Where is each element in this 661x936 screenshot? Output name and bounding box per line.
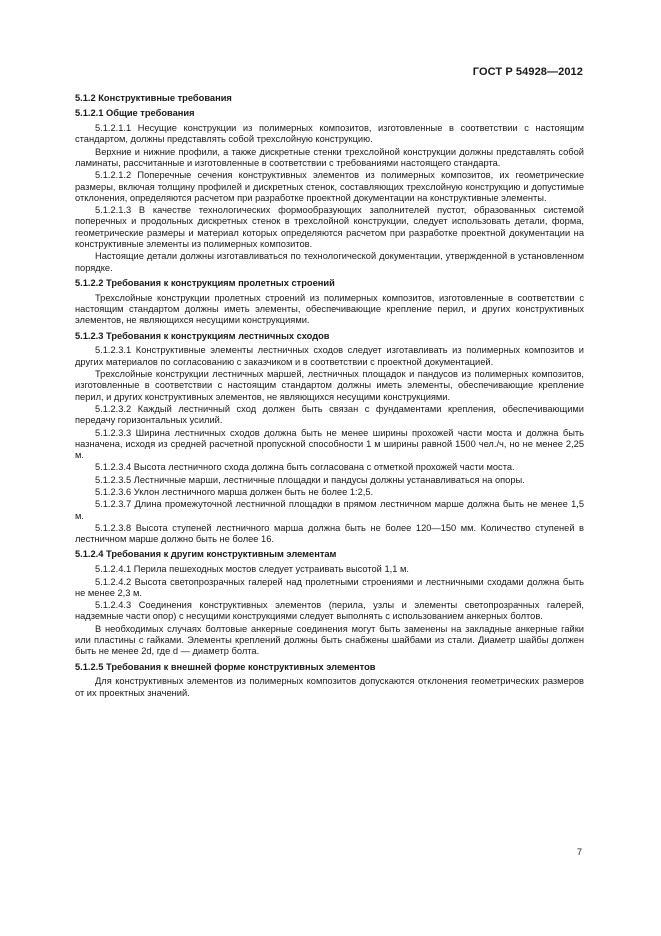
page-number: 7 xyxy=(577,847,583,857)
paragraph: 5.1.2.3.4 Высота лестничного схода должна быть согласована с отметкой прохожей части моста. xyxy=(95,462,515,473)
section-heading: 5.1.2.3 Требования к конструкциям лестничных сходов xyxy=(75,330,330,341)
paragraph: 5.1.2.3.1 Конструктивные элементы лестничных сходов следует изготавливать из полимерных композитов и других материалов по согласованию с заказчиком и в соответствии с проектной документацией. xyxy=(75,345,584,367)
paragraph: 5.1.2.3.5 Лестничные марши, лестничные площадки и пандусы должны устанавливаться на опоры. xyxy=(95,474,525,485)
section-heading: 5.1.2.4 Требования к другим конструктивным элементам xyxy=(75,549,337,560)
paragraph: 5.1.2.1.2 Поперечные сечения конструктивных элементов из полимерных композитов, их геометрические размеры, включая толщину профилей и дискретных стенок, составляющих трехслойную конструкцию и допустимые отклонения, определяются расчетом при разработке проектной документации на конструктивные элементы. xyxy=(75,170,584,203)
body-text xyxy=(75,93,584,700)
paragraph: 5.1.2.3.2 Каждый лестничный сход должен быть связан с фундаментами крепления, обеспечивающими передачу горизонтальных усилий. xyxy=(75,403,584,426)
paragraph: 5.1.2.1.3 В качестве технологических формообразующих заполнителей пустот, образованных системой поперечных и продольных дискретных стенок в трехслойной конструкции, следует использовать детали, форма, геометрические размеры и материал которых определяются расчетом при разработке проектной документации на конструктивные элементы из полимерных композитов. xyxy=(75,205,584,250)
paragraph: 5.1.2.3.3 Ширина лестничных сходов должна быть не менее ширины прохожей части моста и должна быть назначена, исходя из средней расчетной пропускной способности 1 м ширины равной 1500 чел./ч, но не менее 2,25 м. xyxy=(75,427,584,461)
section-heading: 5.1.2.5 Требования к внешней форме конструктивных элементов xyxy=(75,661,376,672)
paragraph: Настоящие детали должны изготавливаться по технологической документации, утвержденной в установленном порядке. xyxy=(75,251,584,273)
paragraph: Верхние и нижние профили, а также дискретные стенки трехслойной конструкции должны представлять собой ламинаты, рассчитанные и изготовленные в соответствии с требованиями настоящего стандарта. xyxy=(75,146,584,168)
paragraph: 5.1.2.4.1 Перила пешеходных мостов следует устраивать высотой 1,1 м. xyxy=(95,564,409,575)
section-heading: 5.1.2.2 Требования к конструкциям пролетных строений xyxy=(75,277,335,288)
paragraph: Трехслойные конструкции лестничных маршей, лестничных площадок и пандусов из полимерных композитов, изготовленные в соответствии с настоящим стандартом должны иметь элементы, обеспечивающие крепление перил, и других конструктивных элементов, не являющихся несущими конструкциями. xyxy=(75,369,584,402)
paragraph: 5.1.2.4.3 Соединения конструктивных элементов (перила, узлы и элементы светопрозрачных галерей, надземные части опор) с несущими конструкциями следует выполнять с использованием анкерных болтов. xyxy=(75,600,584,622)
paragraph: 5.1.2.1.1 Несущие конструкции из полимерных композитов, изготовленные в соответствии с настоящим стандартом, должны представлять собой трехслойную конструкцию. xyxy=(75,123,584,145)
paragraph: Для конструктивных элементов из полимерных композитов допускаются отклонения геометрических размеров от их проектных значений. xyxy=(75,676,584,698)
paragraph: Трехслойные конструкции пролетных строений из полимерных композитов, изготовленные в соответствии с настоящим стандартом должны иметь элементы, обеспечивающие крепление перил, и других конструктивных элементов, не являющихся несущими конструкциями. xyxy=(75,292,584,326)
paragraph: В необходимых случаях болтовые анкерные соединения могут быть заменены на закладные анкерные гайки или пластины с гайками. Элементы креплений должны быть снабжены шайбами из стали. Диаметр шайбы должен быть не менее 2d, где d — диаметр болта. xyxy=(75,623,584,657)
paragraph: 5.1.2.3.7 Длина промежуточной лестничной площадки в прямом лестничном марше должна быть не менее 1,5 м. xyxy=(75,499,584,521)
paragraph: 5.1.2.3.8 Высота ступеней лестничного марша должна быть не более 120—150 мм. Количество ступеней в лестничном марше должно быть не более 16. xyxy=(75,522,584,545)
section-heading: 5.1.2 Конструктивные требования xyxy=(75,93,232,103)
standard-code: ГОСТ Р 54928—2012 xyxy=(472,66,583,78)
paragraph: 5.1.2.3.6 Уклон лестничного марша должен быть не более 1:2,5. xyxy=(95,487,374,497)
paragraph: 5.1.2.4.2 Высота светопрозрачных галерей над пролетными строениями и лестничными сходами должна быть не менее 2,3 м. xyxy=(75,576,584,598)
section-heading: 5.1.2.1 Общие требования xyxy=(75,108,195,119)
